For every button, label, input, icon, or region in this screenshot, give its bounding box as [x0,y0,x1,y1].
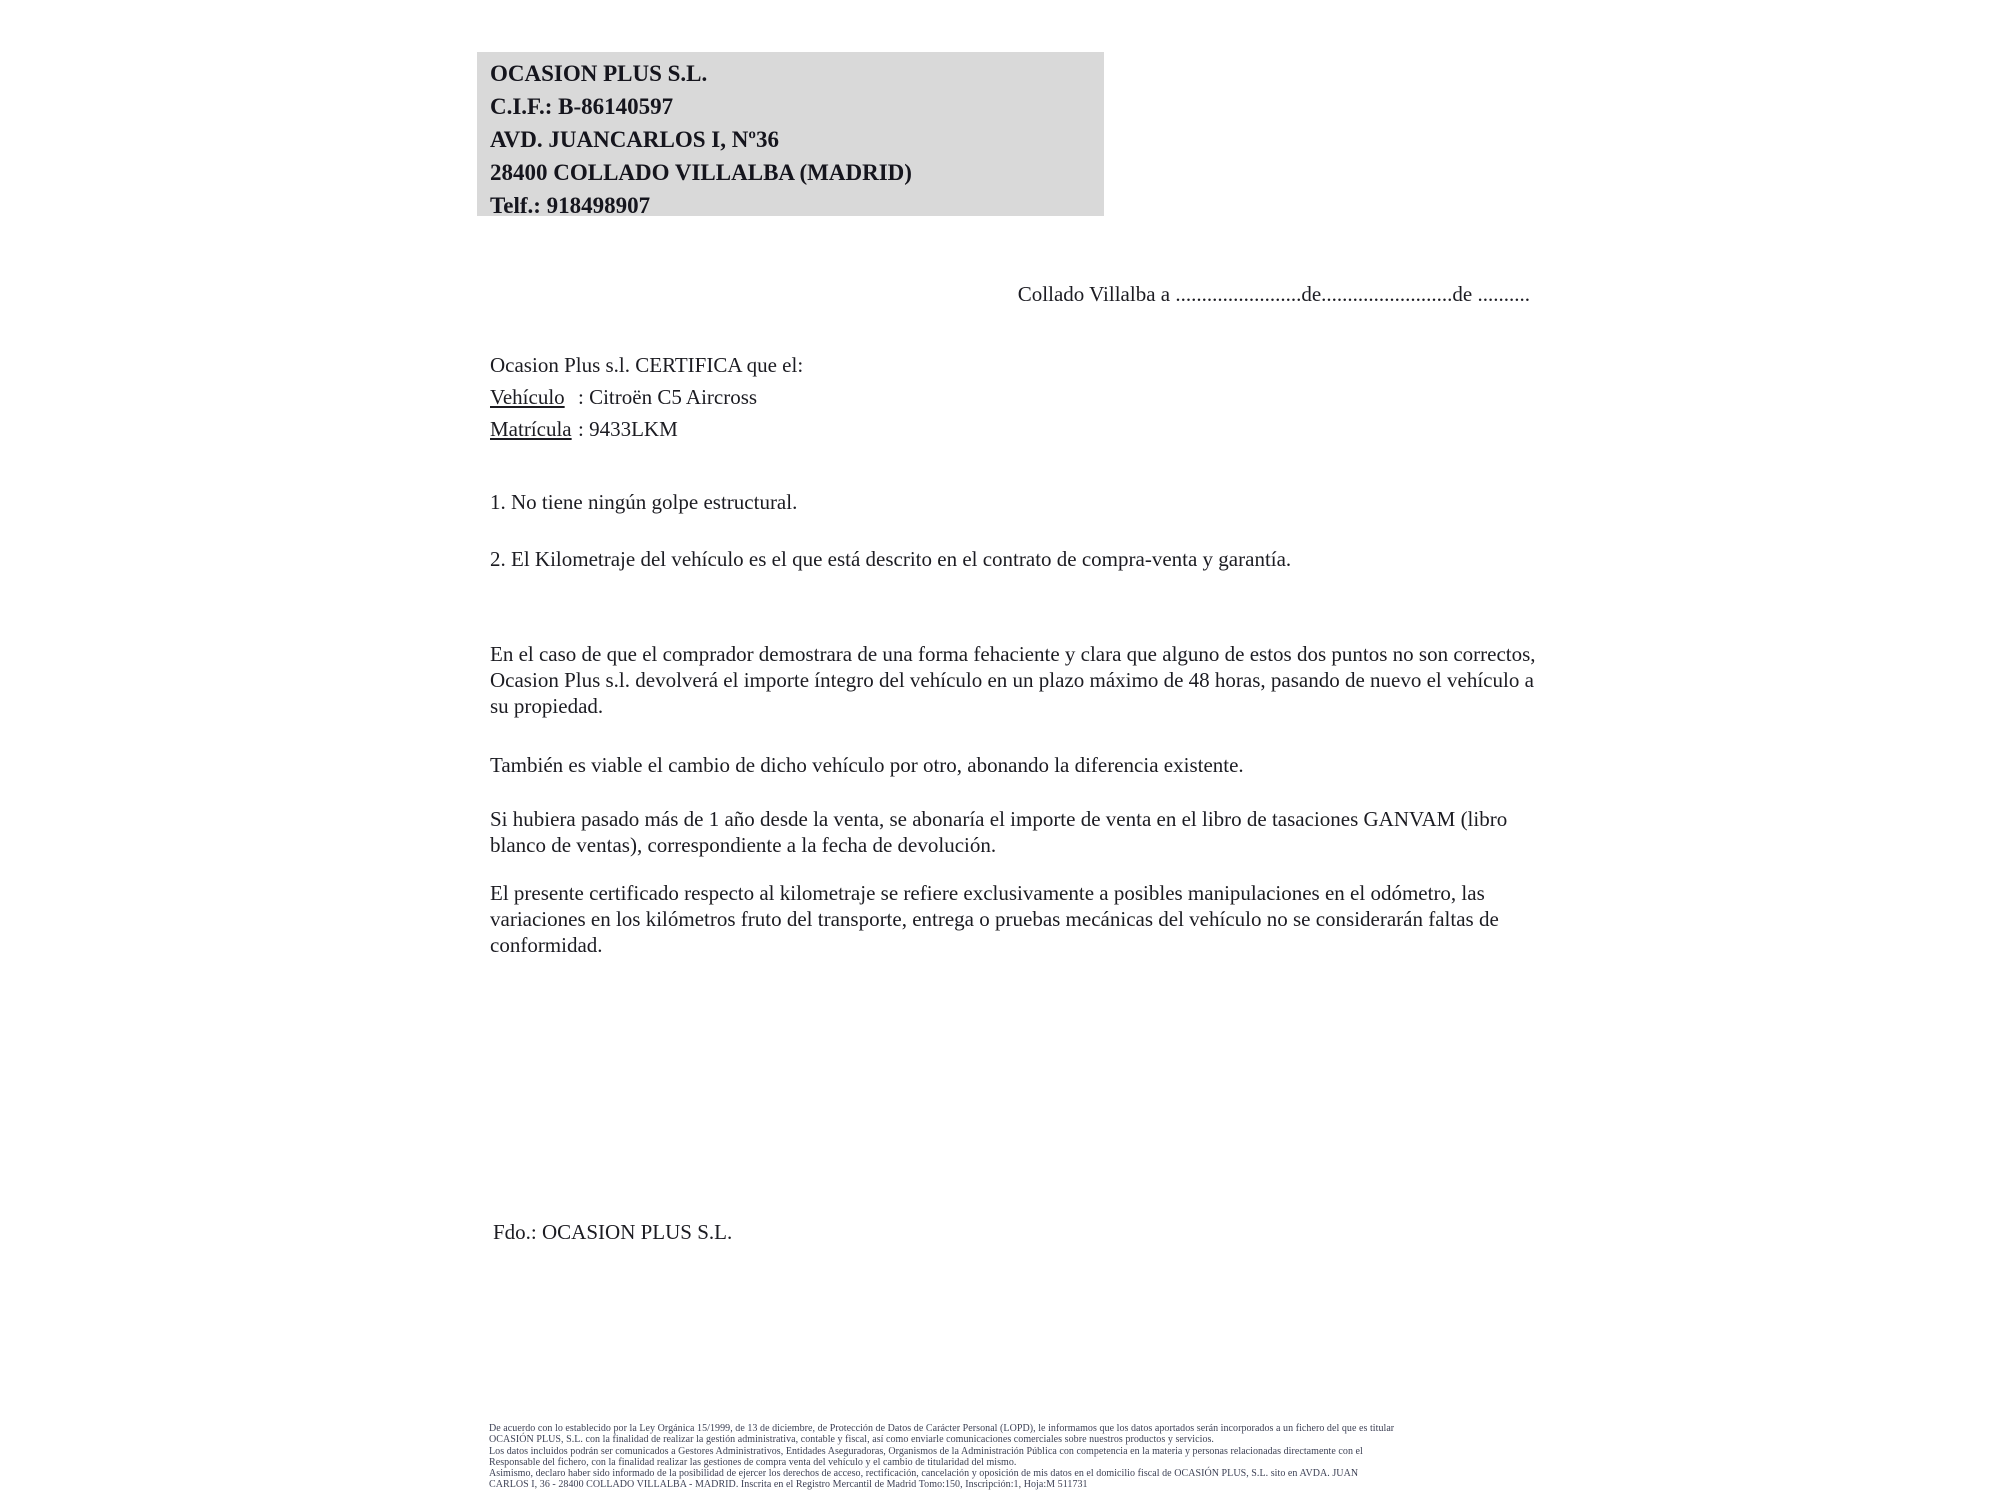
footer-line-3: Los datos incluidos podrán ser comunicados a Gestores Administrativos, Entidades Aseguradoras, Organismos de la Administración Pública con competencia en la materia y personas relacionadas directamente con el [489,1445,1363,1457]
certified-item-1: 1. No tiene ningún golpe estructural. [490,490,798,514]
company-name: OCASION PLUS S.L. [490,61,708,86]
paragraph-odometer-scope: El presente certificado respecto al kilometraje se refiere exclusivamente a posibles manipulaciones en el odómetro, las variaciones en los kilómetros fruto del transporte, entrega o pruebas mecánicas del vehículo no se considerarán faltas de conformidad. [490,881,1499,957]
paragraph-refund-policy: En el caso de que el comprador demostrara de una forma fehaciente y clara que alguno de estos dos puntos no son correctos, Ocasion Plus s.l. devolverá el importe íntegro del vehículo en un plazo máximo de 48 horas, pasando de nuevo el vehículo a su propiedad. [490,642,1536,718]
paragraph-ganvam-valuation: Si hubiera pasado más de 1 año desde la venta, se abonaría el importe de venta en el libro de tasaciones GANVAM (libro blanco de ventas), correspondiente a la fecha de devolución. [490,807,1508,857]
company-header-block [477,52,1104,216]
footer-line-1: De acuerdo con lo establecido por la Ley Orgánica 15/1999, de 13 de diciembre, de Protección de Datos de Carácter Personal (LOPD), le informamos que los datos aportados serán incorporados a un fichero del que es titular [489,1423,1395,1434]
date-line: Collado Villalba a ........................de.........................de .......... [1017,282,1530,306]
plate-label: Matrícula [490,417,572,441]
company-cif: C.I.F.: B-86140597 [490,94,674,119]
signature-line: Fdo.: OCASION PLUS S.L. [493,1220,733,1244]
vehicle-value: : Citroën C5 Aircross [578,385,758,409]
plate-value: : 9433LKM [578,417,678,441]
paragraph-exchange-option: También es viable el cambio de dicho vehículo por otro, abonando la diferencia existente. [490,753,1244,777]
legal-footer [489,1423,1564,1491]
footer-line-5: Asimismo, declaro haber sido informado de la posibilidad de ejercer los derechos de acceso, rectificación, cancelación y oposición de mis datos en el domicilio fiscal de OCASIÓN PLUS, S.L. sito en AVDA. JUAN [489,1468,1359,1480]
vehicle-label-cell [490,381,578,413]
footer-line-2: OCASIÓN PLUS, S.L. con la finalidad de realizar la gestión administrativa, contable y fiscal, así como enviarle comunicaciones comerciales sobre nuestros productos y servicios. [489,1434,1214,1446]
vehicle-label: Vehículo [490,385,565,409]
footer-line-6: CARLOS I, 36 - 28400 COLLADO VILLALBA - MADRID. Inscrita en el Registro Mercantil de Madrid Tomo:150, Inscripción:1, Hoja:M 511731 [489,1479,1088,1491]
vehicle-row [490,381,803,413]
company-address: AVD. JUANCARLOS I, Nº36 [490,127,779,152]
plate-label-cell [490,413,578,445]
company-city: 28400 COLLADO VILLALBA (MADRID) [490,160,912,185]
footer-line-4: Responsable del fichero, con la finalidad realizar las gestiones de compra venta del vehículo y el cambio de titularidad del mismo. [489,1456,1017,1468]
certified-item-2: 2. El Kilometraje del vehículo es el que está descrito en el contrato de compra-venta y garantía. [490,547,1292,571]
certify-intro: Ocasion Plus s.l. CERTIFICA que el: [490,353,804,377]
company-phone: Telf.: 918498907 [490,193,651,218]
plate-row [490,413,803,445]
certify-block [490,349,803,445]
